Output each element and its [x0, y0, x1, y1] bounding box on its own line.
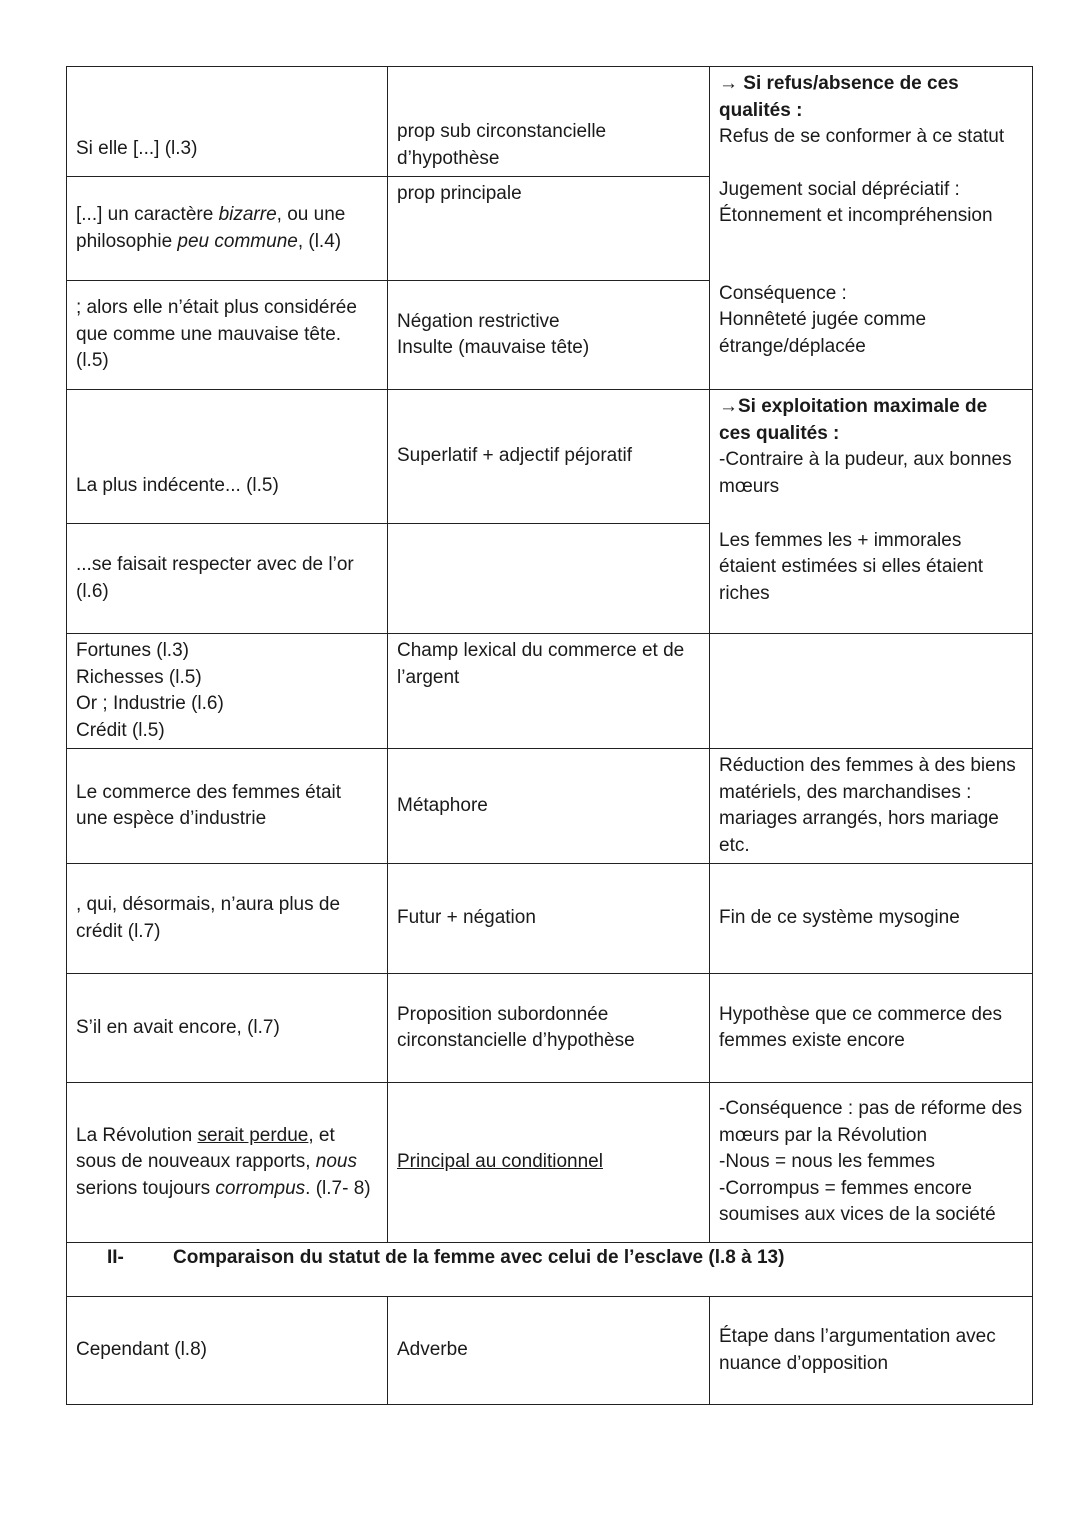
quote-line: Crédit (l.5) [76, 719, 165, 741]
table-row [67, 864, 1033, 974]
table-row [67, 390, 1033, 524]
figure-cell: Futur + négation [388, 864, 710, 974]
interpretation-cell: Les femmes les + immorales étaient estimées si elles étaient riches [710, 524, 1033, 634]
table-row [67, 634, 1033, 749]
figure-cell: Principal au conditionnel [388, 1083, 710, 1243]
figure-cell [388, 524, 710, 634]
interpretation-line: Honnêteté jugée comme étrange/déplacée [719, 309, 927, 357]
section-row [67, 1243, 1033, 1297]
quote-line: Fortunes (l.3) [76, 640, 189, 661]
table-row [67, 177, 1033, 281]
figure-cell: Adverbe [388, 1297, 710, 1405]
interpretation-heading: →Si exploitation maximale de ces qualités : [719, 396, 988, 444]
figure-cell: Champ lexical du commerce et de l’argent [388, 634, 710, 749]
analysis-table [66, 66, 1033, 1405]
table-row [67, 67, 1033, 177]
table-row [67, 281, 1033, 390]
quote-cell: [...] un caractère bizarre, ou une philosophie peu commune, (l.4) [67, 177, 388, 281]
quote-line: Or ; Industrie (l.6) [76, 693, 224, 714]
quote-cell: La plus indécente... (l.5) [67, 390, 388, 524]
table-row [67, 1083, 1033, 1243]
quote-cell: La Révolution serait perdue, et sous de nouveaux rapports, nous serions toujours corrompus. (l.7- 8) [67, 1083, 388, 1243]
figure-cell [388, 281, 710, 390]
quote-line: Richesses (l.5) [76, 666, 202, 688]
interpretation-cell [710, 390, 1033, 524]
quote-cell: Cependant (l.8) [67, 1297, 388, 1405]
quote-cell: Si elle [...] (l.3) [67, 67, 388, 177]
quote-cell: ; alors elle n’était plus considérée que comme une mauvaise tête. (l.5) [67, 281, 388, 390]
interpretation-cell: Jugement social dépréciatif : Étonnement et incompréhension [710, 177, 1033, 281]
interpretation-text: -Contraire à la pudeur, aux bonnes mœurs [719, 449, 1012, 497]
figure-line: Insulte (mauvaise tête) [397, 337, 590, 358]
quote-cell: Le commerce des femmes était une espèce d’industrie [67, 749, 388, 864]
interpretation-cell: Hypothèse que ce commerce des femmes existe encore [710, 974, 1033, 1083]
interpretation-line: -Conséquence : pas de réforme des mœurs par la Révolution [719, 1098, 1023, 1146]
interpretation-line: -Corrompus = femmes encore soumises aux vices de la société [719, 1177, 996, 1226]
figure-cell: prop principale [388, 177, 710, 281]
table-row [67, 974, 1033, 1083]
figure-line: Négation restrictive [397, 310, 560, 332]
interpretation-cell [710, 281, 1033, 390]
interpretation-cell: Étape dans l’argumentation avec nuance d’opposition [710, 1297, 1033, 1405]
interpretation-line: Conséquence : [719, 282, 847, 304]
section-title: Comparaison du statut de la femme avec celui de l’esclave (l.8 à 13) [173, 1247, 785, 1268]
figure-cell: Métaphore [388, 749, 710, 864]
figure-cell: prop sub circonstancielle d’hypothèse [388, 67, 710, 177]
interpretation-cell: Réduction des femmes à des biens matériels, des marchandises : mariages arrangés, hors mariage etc. [710, 749, 1033, 864]
quote-cell: ...se faisait respecter avec de l’or (l.6) [67, 524, 388, 634]
quote-cell: S’il en avait encore, (l.7) [67, 974, 388, 1083]
interpretation-line: -Nous = nous les femmes [719, 1151, 935, 1173]
interpretation-heading: → Si refus/absence de ces qualités : [719, 73, 959, 121]
analysis-table-page [66, 66, 1032, 1405]
interpretation-text: Refus de se conformer à ce statut [719, 126, 1005, 147]
interpretation-cell [710, 67, 1033, 177]
figure-cell: Superlatif + adjectif péjoratif [388, 390, 710, 524]
table-row [67, 749, 1033, 864]
interpretation-cell: Fin de ce système mysogine [710, 864, 1033, 974]
figure-cell: Proposition subordonnée circonstancielle d’hypothèse [388, 974, 710, 1083]
table-row [67, 1297, 1033, 1405]
section-heading [67, 1243, 1033, 1297]
table-row [67, 524, 1033, 634]
quote-cell [67, 634, 388, 749]
section-number: II- [107, 1247, 124, 1268]
interpretation-cell [710, 634, 1033, 749]
quote-cell: , qui, désormais, n’aura plus de crédit (l.7) [67, 864, 388, 974]
interpretation-cell [710, 1083, 1033, 1243]
